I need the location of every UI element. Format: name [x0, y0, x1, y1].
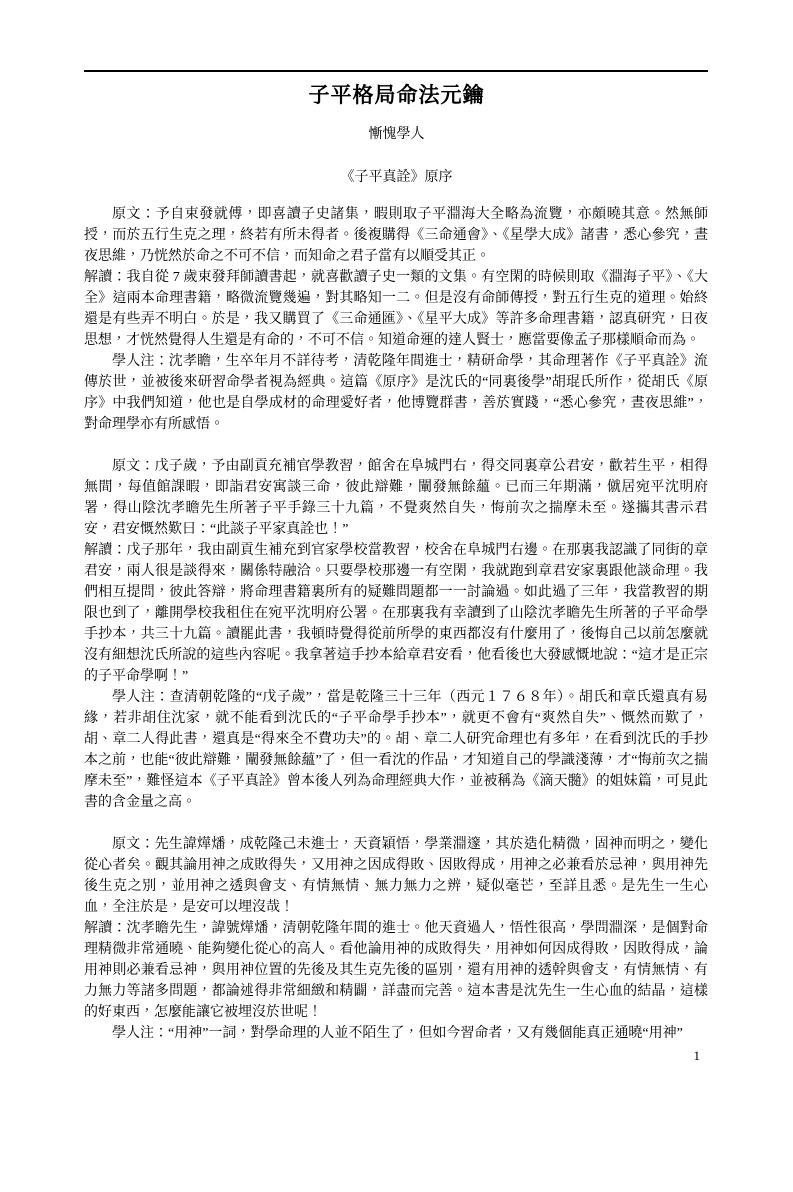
section-group-1	[84, 204, 708, 435]
section-group-3	[84, 834, 708, 1044]
header-divider	[84, 70, 708, 72]
paragraph-original-2: 原文：戊子歲，予由副貢充補官學教習，館舍在阜城門右，得交同裏章公君安，歡若生平，相得無間，每值館課暇，即詣君安寓談三命，彼此辯難，闡發無餘蘊。已而三年期滿，僦居宛平沈明府署，得山陰沈孝瞻先生所著子平手錄三十九篇，不覺爽然自失，悔前次之揣摩未至。遂攜其書示君安，君安慨然歎曰：“此談子平家真詮也！”	[84, 459, 708, 537]
section-title: 《子平真詮》原序	[340, 170, 453, 185]
document-page	[0, 70, 793, 1192]
document-body	[84, 204, 708, 1044]
paragraph-interpretation-1: 解讀：我自從 7 歲束發拜師讀書起，就喜歡讀子史一類的文集。有空閑的時候則取《淵海子平》、《大全》這兩本命理書籍，略微流覽幾遍，對其略知一二。但是沒有命師傳授，對五行生克的道理。始終還是有些弄不明白。於是，我又購買了《三命通匯》、《星平大成》等許多命理書籍，認真研究，日夜思想，才恍然覺得人生還是有命的，不可不信。知道命運的達人賢士，應當要像孟子那樣順命而為。	[84, 270, 708, 348]
paragraph-note-2: 學人注：查清朝乾隆的“戊子歲”，當是乾隆三十三年（西元１７６８年）。胡氏和章氏還真有易緣，若非胡住沈家，就不能看到沈氏的“子平命學手抄本”，就更不會有“爽然自失”、慨然而歎了，胡、章二人得此書，還真是“得來全不費功夫”的。胡、章二人研究命理也有多年，在看到沈氏的手抄本之前，也能“彼此辯難，闡發無餘蘊”了，但一看沈的作品，才知道自己的學識淺薄，才“悔前次之揣摩未至”，難怪這本《子平真詮》曾本後人列為命理經典大作，並被稱為《滴天髓》的姐妹篇，可見此書的含金量之高。	[84, 690, 708, 810]
paragraph-original-1: 原文：予自束發就傅，即喜讀子史諸集，暇則取子平淵海大全略為流覽，亦頗曉其意。然無師授，而於五行生克之理，終若有所未得者。後複購得《三命通會》、《星學大成》諸書，悉心參究，晝夜思維，乃恍然於命之不可不信，而知命之君子當有以順受其正。	[84, 207, 708, 264]
paragraph-interpretation-3: 解讀：沈孝瞻先生，諱號燁燔，清朝乾隆年間的進士。他天資過人，悟性很高，學問淵深，是個對命理精微非常通曉、能夠變化從心的高人。看他論用神的成敗得失，用神如何因成得敗，因敗得成，論用神則必兼看忌神，與用神位置的先後及其生克先後的區別，還有用神的透幹與會支，有情無情、有力無力等諸多問題，都論述得非常細緻和精闢，詳盡而完善。這本書是沈先生一生心血的結晶，這樣的好東西，怎麼能讓它被埋沒於世呢！	[84, 921, 708, 1020]
author: 慚愧學人	[368, 127, 425, 142]
paragraph-note-1: 學人注：沈孝瞻，生卒年月不詳待考，清乾隆年間進士，精研命學，其命理著作《子平真詮》流傳於世，並被後來研習命學者視為經典。這篇《原序》是沈氏的“同裏後學”胡琨氏所作，從胡氏《原序》中我們知道，他也是自學成材的命理愛好者，他博覽群書，善於實踐，“悉心參究，晝夜思維”，對命理學亦有所感悟。	[84, 354, 708, 432]
section-group-2	[84, 456, 708, 813]
page-number: 1	[693, 1048, 700, 1063]
page-title: 子平格局命法元鑰	[308, 83, 485, 107]
paragraph-interpretation-2: 解讀：戊子那年，我由副貢生補充到官家學校當教習，校舍在阜城門右邊。在那裏我認識了同街的章君安，兩人很是談得來，關係特融洽。只要學校那邊一有空閑，我就跑到章君安家裏跟他談命理。我們相互提問，彼此答辯，將命理書籍裏所有的疑難問題都一一討論過。如此過了三年，我當教習的期限也到了，離開學校我租住在宛平沈明府公署。在那裏我有幸讀到了山陰沈孝瞻先生所著的子平命學手抄本，共三十九篇。讀罷此書，我頓時覺得從前所學的東西都沒有什麼用了，後悔自己以前怎麼就沒有細想沈氏所說的這些內容呢。我拿著這手抄本給章君安看，他看後也大發感慨地說：“這才是正宗的子平命學啊！”	[84, 543, 708, 684]
paragraph-note-3: 學人注：“用神”一詞，對學命理的人並不陌生了，但如今習命者，又有幾個能真正通曉“用神”	[112, 1026, 683, 1041]
page	[0, 70, 793, 1192]
paragraph-original-3: 原文：先生諱燁燔，成乾隆己未進士，天資穎悟，學業淵邃，其於造化精微，固神而明之，變化從心者矣。觀其論用神之成敗得失，又用神之因成得敗、因敗得成，用神之必兼看於忌神，與用神先後生克之別，並用神之透與會支、有情無情、無力無力之辨，疑似毫芒，至詳且悉。是先生一生心血，全注於是，是安可以埋沒哉！	[84, 837, 708, 915]
